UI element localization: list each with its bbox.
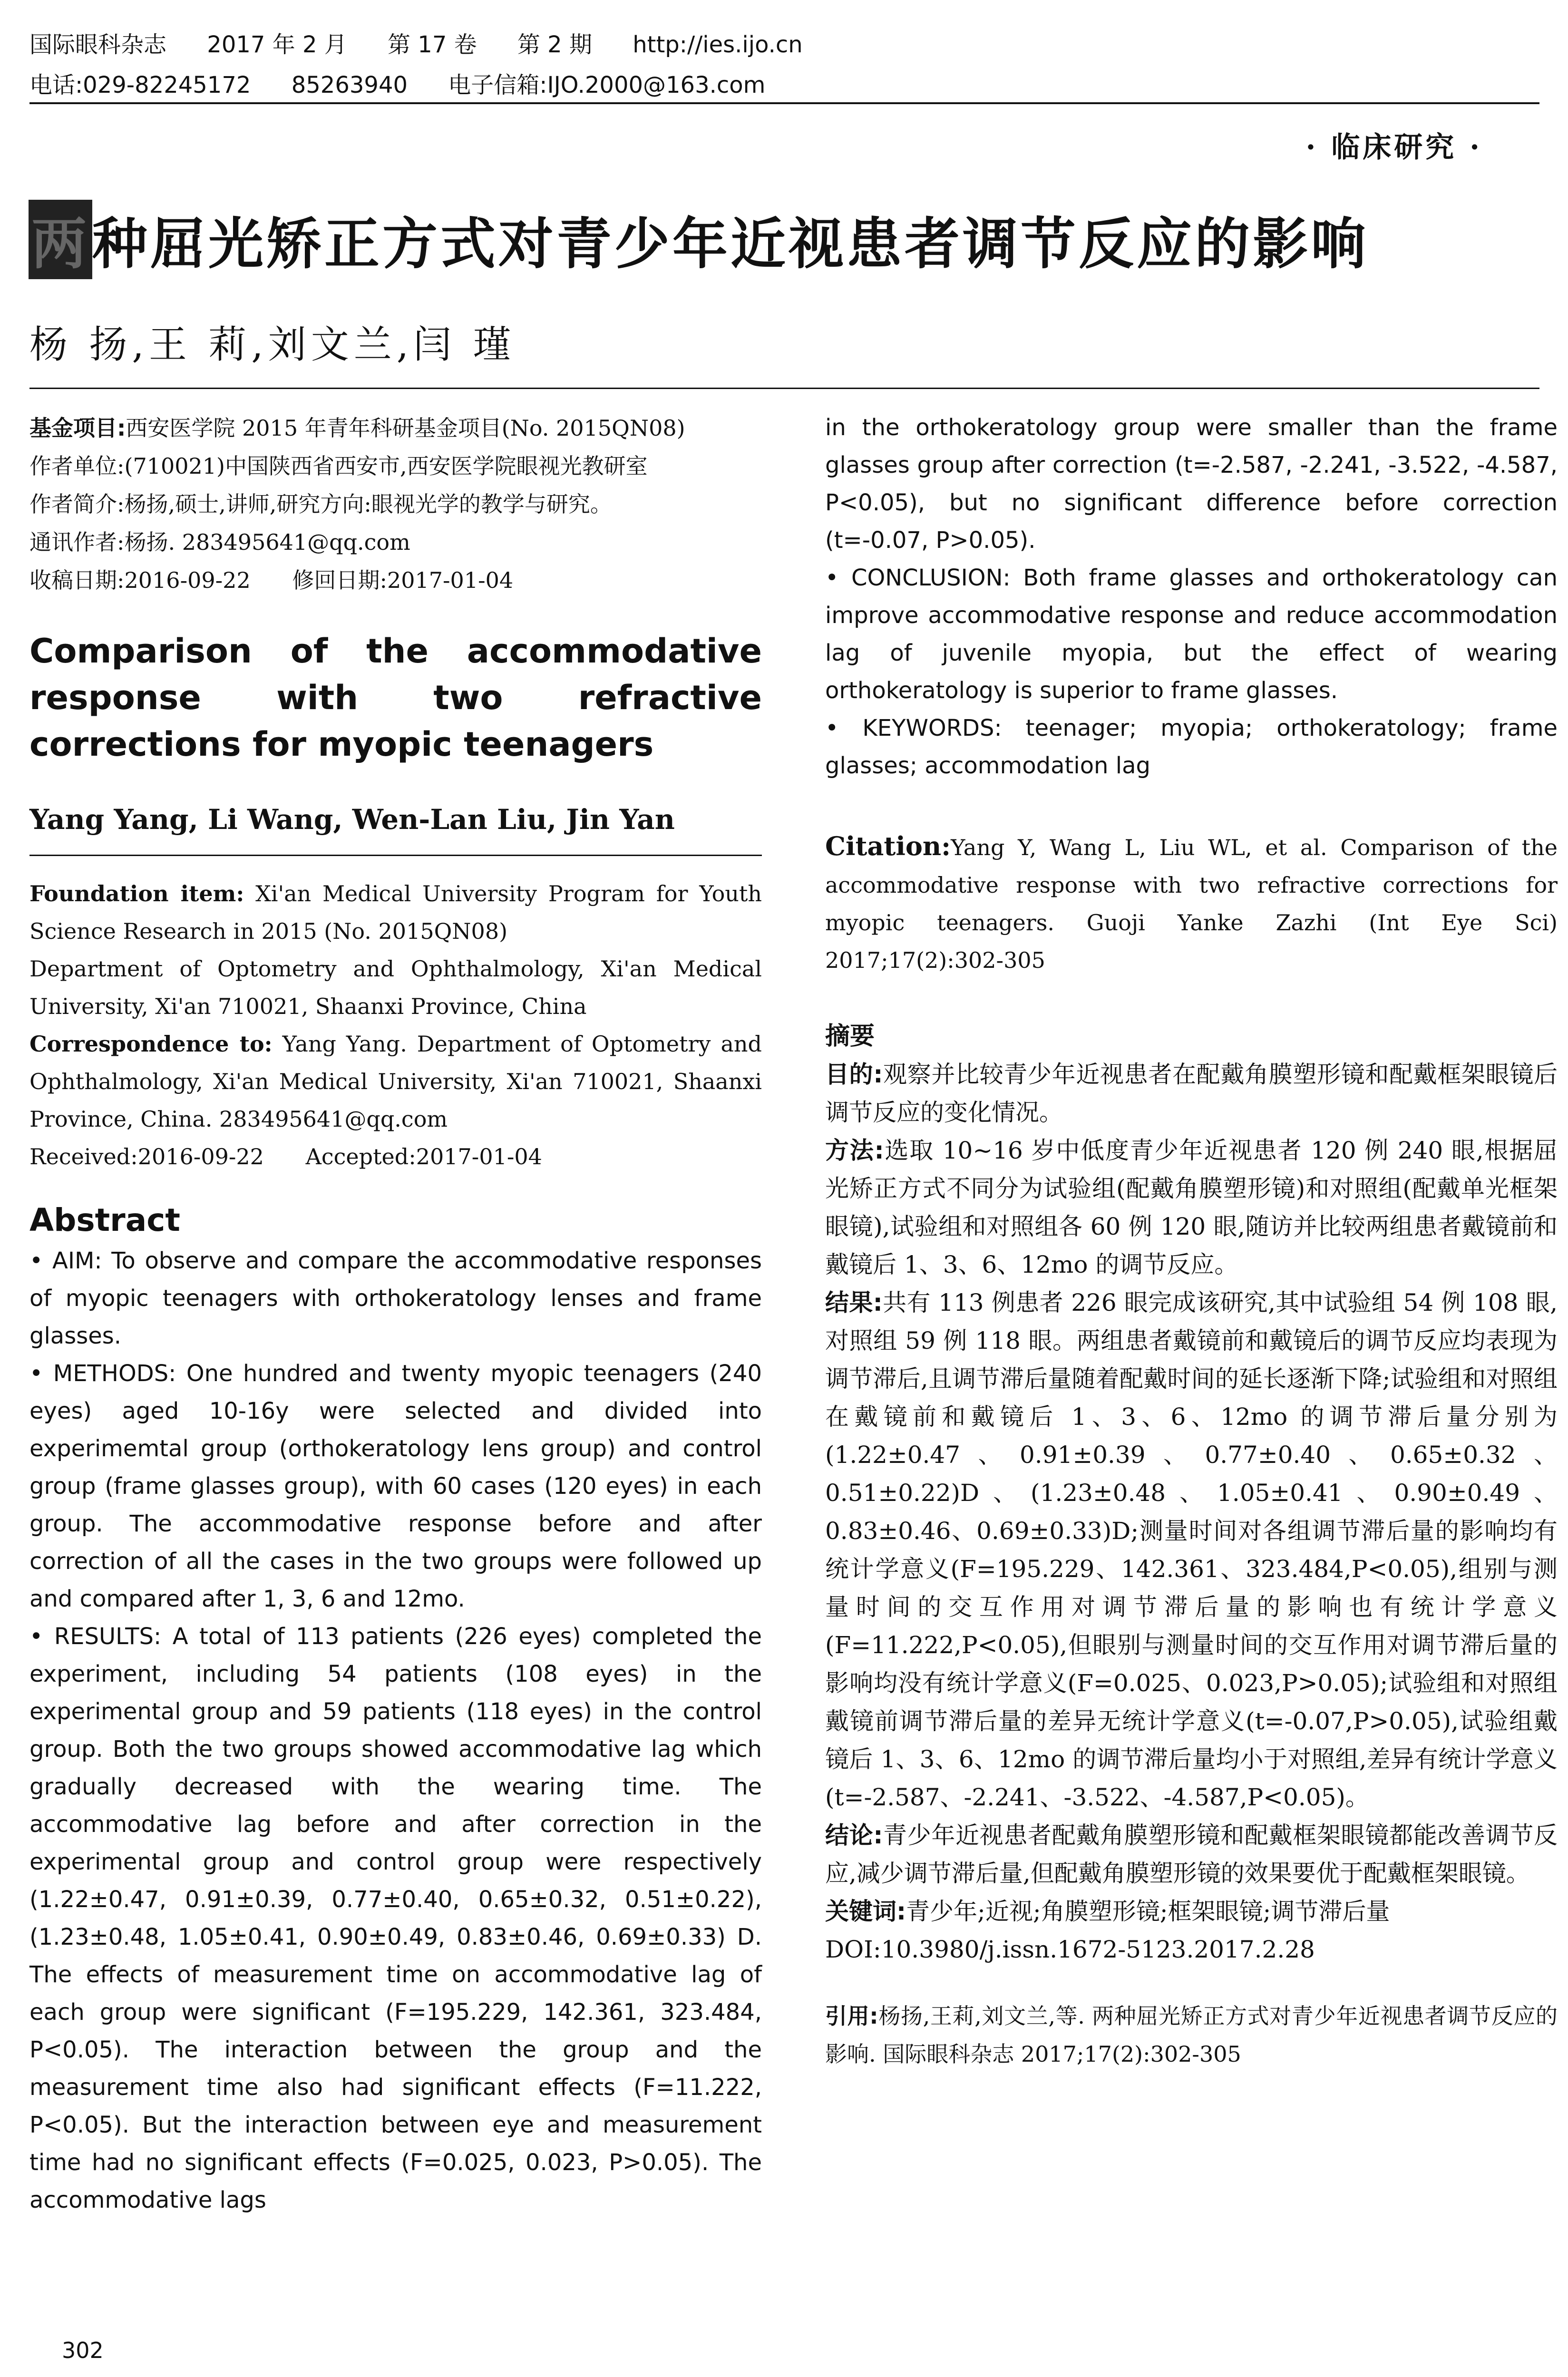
abstract-methods: • METHODS: One hundred and twenty myopic teenagers (240 eyes) aged 10-16y were selected and divided into experimemtal group (orthokeratology lens group) and control group (frame glasses group), with 60 cases (120 eyes) in each group. The accommodative response before and after correction of all the cases in the two groups were followed up and compared after 1, 3, 6 and 12mo.: [29, 1360, 762, 1612]
zh-methods-label: 方法:: [825, 1137, 884, 1164]
fund-label: 基金项目:: [29, 415, 126, 441]
correspondence-label: Correspondence to:: [29, 1031, 273, 1057]
authors-en: Yang Yang, Li Wang, Wen-Lan Liu, Jin Yan: [29, 803, 675, 836]
zh-aim-label: 目的:: [825, 1061, 883, 1088]
abstract-continued: [825, 409, 1558, 785]
citation-label: Citation:: [825, 831, 951, 861]
fund-text: 西安医学院 2015 年青年科研基金项目(No. 2015QN08): [126, 415, 685, 441]
abstract-keywords: • KEYWORDS: teenager; myopia; orthokeratology; frame glasses; accommodation lag: [825, 715, 1558, 779]
citation-text: Yang Y, Wang L, Liu WL, et al. Comparison of the accommodative response with two refractive corrections for myopic teenagers. Guoji Yanke Zazhi (Int Eye Sci) 2017;17(2):302-305: [825, 835, 1558, 973]
citation-cn: [825, 1997, 1558, 2073]
abstract-results-cont: in the orthokeratology group were smaller than the frame glasses group after correction (t=-2.587, -2.241, -3.522, -4.587, P<0.05), but no significant difference before correction (t=-0.07, P>0.05).: [825, 414, 1558, 554]
doi[interactable]: DOI:10.3980/j.issn.1672-5123.2017.2.28: [825, 1936, 1315, 1963]
authors-cn: 杨 扬,王 莉,刘文兰,闫 瑾: [29, 322, 516, 367]
issue: 第 2 期: [517, 31, 592, 58]
zh-abstract-body: [825, 1055, 1558, 1968]
journal-name: 国际眼科杂志: [29, 31, 167, 58]
section-tag: · 临床研究 ·: [1305, 131, 1482, 164]
abstract-body: [29, 1242, 762, 2219]
title-first-char: 两: [29, 200, 92, 279]
citation: [825, 828, 1558, 979]
right-column: [825, 409, 1558, 2073]
header-rule: [29, 102, 1539, 104]
left-column: [29, 409, 762, 2219]
fund-info: [29, 409, 762, 599]
website[interactable]: http://ies.ijo.cn: [633, 31, 803, 58]
foundation-block: [29, 875, 762, 1176]
dates-cn: 收稿日期:2016-09-22 修回日期:2017-01-04: [29, 567, 514, 593]
foundation-label: Foundation item:: [29, 881, 244, 906]
phone-2: 85263940: [291, 72, 408, 98]
correspondence-text: Yang Yang. Department of Optometry and Ophthalmology, Xi'an Medical University, Xi'an 710021, Shaanxi Province, China. 283495641@qq.com: [29, 1031, 762, 1132]
journal-header: [29, 26, 836, 59]
citation-cn-text: 杨扬,王莉,刘文兰,等. 两种屈光矫正方式对青少年近视患者调节反应的影响. 国际眼科杂志 2017;17(2):302-305: [825, 2003, 1558, 2067]
zh-keywords: 青少年;近视;角膜塑形镜;框架眼镜;调节滞后量: [906, 1898, 1390, 1925]
author-unit: 作者单位:(710021)中国陕西省西安市,西安医学院眼视光教研室: [29, 453, 648, 479]
volume: 第 17 卷: [388, 31, 477, 58]
title-rule: [29, 388, 1539, 389]
department: Department of Optometry and Ophthalmology, Xi'an Medical University, Xi'an 710021, Shaanxi Province, China: [29, 956, 762, 1019]
authors-rule: [29, 855, 762, 856]
zh-results-label: 结果:: [825, 1289, 883, 1316]
article-title-cn: [29, 200, 1541, 279]
email[interactable]: 电子信箱:IJO.2000@163.com: [448, 72, 766, 98]
dates-en: Received:2016-09-22 Accepted:2017-01-04: [29, 1144, 542, 1169]
article-title-en: Comparison of the accommodative response with two refractive corrections for myopic teenagers: [29, 632, 762, 764]
title-rest: 种屈光矫正方式对青少年近视患者调节反应的影响: [92, 212, 1369, 276]
zh-methods: 选取 10~16 岁中低度青少年近视患者 120 例 240 眼,根据屈光矫正方式不同分为试验组(配戴角膜塑形镜)和对照组(配戴单光框架眼镜),试验组和对照组各 60 例 120 眼,随访并比较两组患者戴镜前和戴镜后 1、3、6、12mo 的调节反应。: [825, 1137, 1558, 1278]
abstract-conclusion: • CONCLUSION: Both frame glasses and orthokeratology can improve accommodative response and reduce accommodation lag of juvenile myopia, but the effect of wearing orthokeratology is superior to frame glasses.: [825, 565, 1558, 704]
foundation-text: Xi'an Medical University Program for Youth Science Research in 2015 (No. 2015QN08): [29, 881, 762, 944]
issue-date: 2017 年 2 月: [207, 31, 347, 58]
zh-aim: 观察并比较青少年近视患者在配戴角膜塑形镜和配戴框架眼镜后调节反应的变化情况。: [825, 1061, 1558, 1126]
abstract-aim: • AIM: To observe and compare the accommodative responses of myopic teenagers with orthokeratology lenses and frame glasses.: [29, 1247, 762, 1349]
journal-contact: [29, 67, 799, 99]
zh-conclusion: 青少年近视患者配戴角膜塑形镜和配戴框架眼镜都能改善调节反应,减少调节滞后量,但配戴角膜塑形镜的效果要优于配戴框架眼镜。: [825, 1822, 1558, 1887]
page-number: 302: [62, 2338, 104, 2363]
zh-abstract-heading: 摘要: [825, 1022, 875, 1051]
zh-results: 共有 113 例患者 226 眼完成该研究,其中试验组 54 例 108 眼,对照组 59 例 118 眼。两组患者戴镜前和戴镜后的调节反应均表现为调节滞后,且调节滞后量随着配戴时间的延长逐渐下降;试验组和对照组在戴镜前和戴镜后 1、3、6、12mo 的调节滞后量分别为(1.22±0.47、0.91±0.39、0.77±0.40、0.65±0.32、0.51±0.22)D、(1.23±0.48、1.05±0.41、0.90±0.49、0.83±0.46、0.69±0.33)D;测量时间对各组调节滞后量的影响均有统计学意义(F=195.229、142.361、323.484,P<0.05),组别与测量时间的交互作用对调节滞后量的影响也有统计学意义(F=11.222,P<0.05),但眼别与测量时间的交互作用对调节滞后量的影响均没有统计学意义(F=0.025、0.023,P>0.05);试验组和对照组戴镜前调节滞后量的差异无统计学意义(t=-0.07,P>0.05),试验组戴镜后 1、3、6、12mo 的调节滞后量均小于对照组,差异有统计学意义(t=-2.587、-2.241、-3.522、-4.587,P<0.05)。: [825, 1289, 1558, 1811]
abstract-heading: Abstract: [29, 1202, 180, 1238]
author-intro: 作者简介:杨扬,硕士,讲师,研究方向:眼视光学的教学与研究。: [29, 491, 612, 517]
abstract-results: • RESULTS: A total of 113 patients (226 eyes) completed the experiment, including 54 patients (108 eyes) in the experimental group and 59 patients (118 eyes) in the control group. Both the two groups showed accommodative lag which gradually decreased with the wearing time. The accommodative lag before and after correction in the experimental group and control group were respectively (1.22±0.47, 0.91±0.39, 0.77±0.40, 0.65±0.32, 0.51±0.22), (1.23±0.48, 1.05±0.41, 0.90±0.49, 0.83±0.46, 0.69±0.33) D. The effects of measurement time on accommodative lag of each group were significant (F=195.229, 142.361, 323.484, P<0.05). The interaction between the group and the measurement time also had significant effects (F=11.222, P<0.05). But the interaction between eye and measurement time had no significant effects (F=0.025, 0.023, P>0.05). The accommodative lags: [29, 1623, 762, 2213]
zh-conclusion-label: 结论:: [825, 1822, 883, 1849]
corresponding-author: 通讯作者:杨扬. 283495641@qq.com: [29, 529, 410, 555]
zh-keywords-label: 关键词:: [825, 1898, 906, 1925]
phone: 电话:029-82245172: [29, 72, 251, 98]
citation-cn-label: 引用:: [825, 2003, 878, 2029]
